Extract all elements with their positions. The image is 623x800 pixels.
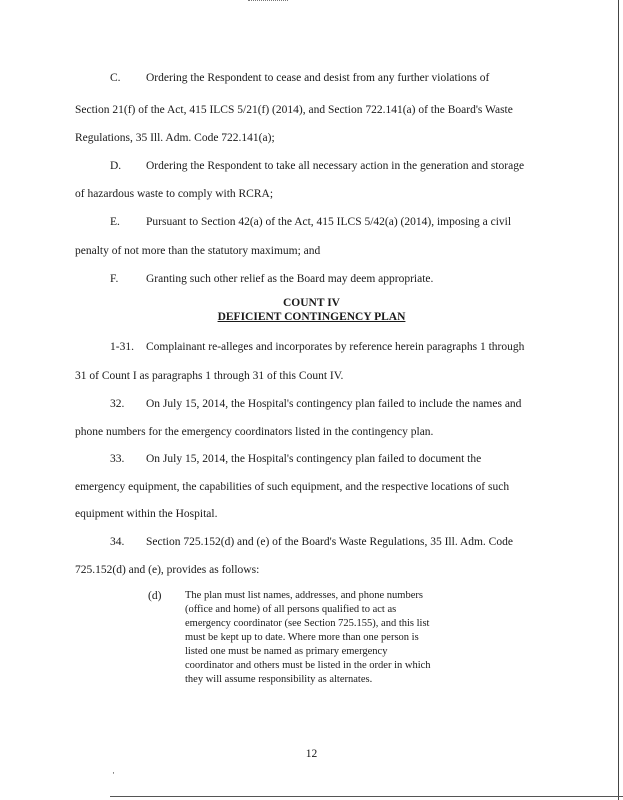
para-1-31-num: 1-31.: [110, 341, 134, 353]
item-f-text-1: Granting such other relief as the Board may deem appropriate.: [146, 273, 434, 285]
item-c-text-1: Ordering the Respondent to cease and desist from any further violations of: [146, 72, 490, 84]
para-33-line-2: emergency equipment, the capabilities of such equipment, and the respective locations of such: [75, 481, 510, 493]
para-32-line-1: [110, 398, 521, 410]
item-d-line-1: [110, 160, 524, 172]
para-34-line-2: 725.152(d) and (e), provides as follows:: [75, 564, 260, 576]
item-e-line-1: [110, 216, 511, 228]
item-f-line-1: [110, 273, 433, 285]
quote-line: (office and home) of all persons qualified to act as: [185, 604, 397, 615]
item-e-line-2: penalty of not more than the statutory maximum; and: [75, 245, 321, 257]
para-1-31-line-1: [110, 341, 524, 353]
para-33-line-1: [110, 453, 481, 465]
scan-mark: [248, 0, 288, 4]
item-e-text-1: Pursuant to Section 42(a) of the Act, 415 ILCS 5/42(a) (2014), imposing a civil: [146, 216, 512, 228]
item-e-label: E.: [110, 216, 120, 228]
page-edge-right: [618, 0, 619, 800]
item-d-line-2: of hazardous waste to comply with RCRA;: [75, 188, 274, 200]
quote-line: emergency coordinator (see Section 725.155), and this list: [185, 618, 430, 629]
quote-line: listed one must be named as primary emergency: [185, 646, 388, 657]
item-c-line-3: Regulations, 35 Ill. Adm. Code 722.141(a);: [75, 132, 275, 144]
para-1-31-line-2: 31 of Count I as paragraphs 1 through 31 of this Count IV.: [75, 370, 344, 382]
quote-line: must be kept up to date. Where more than one person is: [185, 632, 419, 643]
page-edge-bottom: [110, 796, 623, 797]
item-f-label: F.: [110, 273, 119, 285]
quote-line: they will assume responsibility as alternates.: [185, 674, 373, 685]
page-number: 12: [305, 748, 318, 760]
quote-label: (d): [148, 590, 162, 602]
para-34-num: 34.: [110, 536, 125, 548]
para-32-text-1: On July 15, 2014, the Hospital's contingency plan failed to include the names and: [146, 398, 522, 410]
quote-line: coordinator and others must be listed in the order in which: [185, 660, 431, 671]
item-c-line-1: [110, 72, 489, 84]
scan-tick-mark: ·: [112, 768, 115, 778]
count-subtitle: DEFICIENT CONTINGENCY PLAN: [217, 311, 406, 323]
para-32-line-2: phone numbers for the emergency coordinators listed in the contingency plan.: [75, 426, 434, 438]
para-34-line-1: [110, 536, 513, 548]
para-1-31-text-1: Complainant re-alleges and incorporates by reference herein paragraphs 1 through: [146, 341, 525, 353]
para-34-text-1: Section 725.152(d) and (e) of the Board's Waste Regulations, 35 Ill. Adm. Code: [146, 536, 513, 548]
para-33-text-1: On July 15, 2014, the Hospital's contingency plan failed to document the: [146, 453, 482, 465]
item-d-label: D.: [110, 160, 122, 172]
para-32-num: 32.: [110, 398, 125, 410]
para-33-line-3: equipment within the Hospital.: [75, 508, 218, 520]
para-33-num: 33.: [110, 453, 125, 465]
item-d-text-1: Ordering the Respondent to take all necessary action in the generation and storage: [146, 160, 525, 172]
count-title: COUNT IV: [283, 297, 340, 309]
item-c-label: C.: [110, 72, 121, 84]
quote-line: The plan must list names, addresses, and phone numbers: [185, 590, 423, 601]
item-c-line-2: Section 21(f) of the Act, 415 ILCS 5/21(f) (2014), and Section 722.141(a) of the Board's Waste: [75, 104, 513, 116]
